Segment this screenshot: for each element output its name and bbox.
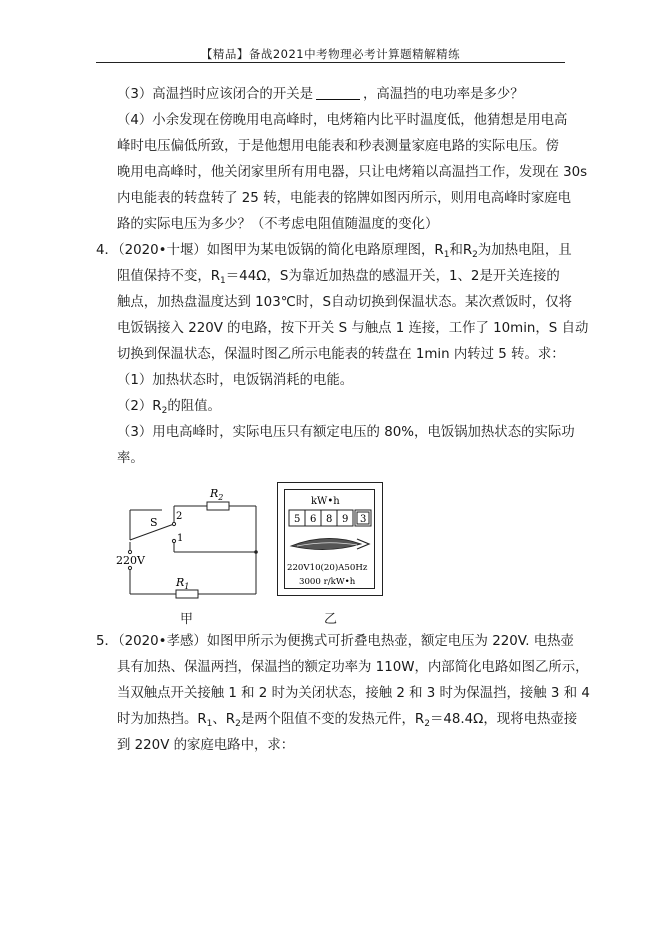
q4-text: （2）R — [117, 399, 162, 414]
q3-sub3-text-b: ，高温挡的电功率是多少？ — [363, 87, 524, 102]
junction-dot — [254, 550, 258, 554]
q3-sub3-text-a: （3）高温挡时应该闭合的开关是 — [117, 87, 313, 102]
subscript: 1 — [206, 719, 213, 729]
q4-text: 的阻值。 — [167, 399, 221, 414]
q4-sub-3a: （3）用电高峰时，实际电压只有额定电压的 80%，电饭锅加热状态的实际功 — [117, 425, 575, 440]
q4-line-5: 切换到保温状态，保温时图乙所示电能表的转盘在 1min 内转过 5 转。求： — [117, 347, 565, 362]
q4-text: 和R — [449, 243, 473, 258]
q4-text: 4．（2020•十堰）如图甲为某电饭锅的简化电路原理图，R — [96, 243, 444, 258]
subscript: 1 — [443, 250, 450, 260]
label-r2: $R_2$ — [210, 487, 224, 502]
q4-text: ＝44Ω，S为靠近加热盘的感温开关，1、2是开关连接的 — [225, 269, 560, 284]
subscript: 2 — [472, 250, 478, 260]
q4-line-1 — [96, 242, 572, 260]
header-rule — [96, 62, 565, 63]
meter-digit: 9 — [342, 514, 349, 525]
q5-line-4 — [117, 711, 577, 729]
q5-text: 、R — [212, 712, 236, 727]
q5-text: 时为加热挡。R — [117, 712, 207, 727]
meter-unit: kW•h — [311, 496, 340, 507]
q4-line-2 — [117, 268, 560, 286]
q5-line-3: 当双触点开关接触 1 和 2 时为关闭状态，接触 2 和 3 时为保温挡，接触 3 和 4 — [117, 686, 590, 701]
subscript: 2 — [235, 719, 241, 729]
subscript: 2 — [161, 406, 168, 416]
q5-line-1: 5．（2020•孝感）如图甲所示为便携式可折叠电热壶，额定电压为 220V. 电热壶 — [96, 634, 574, 649]
q4-line-3: 触点，加热盘温度达到 103℃时，S自动切换到保温状态。某次煮饭时，仅将 — [117, 295, 573, 310]
label-switch: S — [150, 516, 158, 529]
q3-sub3-line — [117, 86, 524, 104]
page-header: 【精品】备战2021中考物理必考计算题精解精练 — [200, 47, 461, 61]
q4-text: 阻值保持不变，R — [117, 269, 221, 284]
meter-digit: 5 — [294, 514, 301, 525]
q4-sub-2 — [117, 398, 221, 416]
circuit-diagram — [110, 486, 270, 604]
label-voltage: 220V — [116, 554, 145, 567]
q4-sub-1: （1）加热状态时，电饭锅消耗的电能。 — [117, 373, 354, 388]
q5-line-2: 具有加热、保温两挡，保温挡的额定功率为 110W，内部简化电路如图乙所示， — [117, 660, 589, 675]
resistor-r1 — [176, 590, 198, 598]
meter-rating: 220V10(20)A50Hz — [287, 563, 368, 573]
meter-digit-decimal: 3 — [360, 514, 367, 525]
q3-sub4-line-4: 内电能表的转盘转了 25 转，电能表的铭牌如图丙所示，则用电高峰时家庭电 — [117, 191, 572, 206]
figure-label-yi: 乙 — [324, 612, 338, 627]
resistor-r2 — [207, 502, 229, 510]
subscript: 1 — [220, 276, 226, 286]
q5-text: 是两个阻值不变的发热元件，R — [240, 712, 425, 727]
label-contact-1: 1 — [177, 533, 184, 544]
subscript: 2 — [424, 719, 430, 729]
meter-digit: 8 — [326, 514, 333, 525]
q3-sub4-line-3: 晚用电高峰时，他关闭家里所有用电器，只让电烤箱以高温挡工作，发现在 30s — [117, 165, 588, 180]
q3-sub4-line-1: （4）小余发现在傍晚用电高峰时，电烤箱内比平时温度低，他猜想是用电高 — [117, 113, 568, 128]
q4-sub-3b: 率。 — [117, 451, 144, 466]
q3-sub4-line-5: 路的实际电压为多少？（不考虑电阻值随温度的变化） — [117, 217, 439, 232]
meter-digit: 6 — [310, 514, 317, 525]
q5-line-5: 到 220V 的家庭电路中，求： — [117, 738, 295, 753]
answer-blank — [316, 87, 360, 100]
figure-label-jia: 甲 — [180, 612, 194, 627]
label-contact-2: 2 — [176, 511, 183, 522]
meter-constant: 3000 r/kW•h — [299, 577, 356, 587]
q4-text: 为加热电阻，且 — [477, 243, 572, 258]
q3-sub4-line-2: 峰时电压偏低所致，于是他想用电能表和秒表测量家庭电路的实际电压。傍 — [117, 139, 559, 154]
label-r1: $R_1$ — [176, 576, 190, 591]
q5-text: ＝48.4Ω，现将电热壶接 — [429, 712, 578, 727]
contact-2 — [172, 522, 175, 525]
q4-line-4: 电饭锅接入 220V 的电路，按下开关 S 与触点 1 连接，工作了 10min，S 自动 — [117, 321, 589, 336]
meter-graphics — [277, 482, 383, 596]
